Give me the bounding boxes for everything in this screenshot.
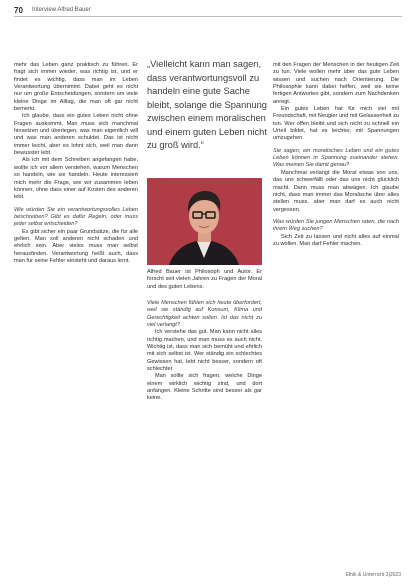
paragraph: mit den Fragen der Menschen in der heutigen Zeit zu tun. Viele wollen mehr über das gute Leben wissen und suchen nach Orientierung. Die Philosophie kann dabei helfen, weil sie keine fertigen Antworten gibt, sondern zum Nachdenken anregt. (273, 62, 399, 105)
paragraph: Manchmal verlangt die Moral etwas von uns, das uns schwerfällt oder das uns nicht glücklich macht. Dann muss man abwägen. Ich glaube nicht, dass man immer das Moralische über alles stellen muss, aber man darf es auch nicht vergessen. (273, 169, 399, 213)
section-title: Interview Alfred Bauer (32, 7, 91, 13)
interview-question: Wie würden Sie ein verantwortungsvolles Leben beschreiben? Gibt es dafür Regeln, oder muss jeder selbst entscheiden? (14, 206, 138, 228)
column-left (14, 62, 138, 567)
page-number: 70 (14, 6, 23, 15)
interview-question: Sie sagen, ein moralisches Leben und ein gutes Leben können in Spannung zueinander stehen. Was meinen Sie damit genau? (273, 147, 399, 169)
paragraph: Ich glaube, dass ein gutes Leben nicht ohne Fragen auskommt. Man muss sich manchmal hinsetzen und überlegen, was man eigentlich will und was man anderen schuldet. Das ist nicht immer leicht, aber es lohnt sich, weil man dann bewusster lebt. (14, 113, 138, 157)
pull-quote: „Vielleicht kann man sagen, dass verantwortungsvoll zu handeln eine gute Sache bleibt, solange die Spannung zwischen einem moralischen und einem guten Leben nicht zu groß wird.“ (147, 59, 267, 150)
paragraph: Als ich mit dem Schreiben angefangen habe, wollte ich vor allem verstehen, warum Menschen so handeln, wie sie handeln. Heute interessiert mich mehr die Frage, wie wir zusammen leben können, ohne dass einer auf Kosten des anderen lebt. (14, 157, 138, 201)
interview-question: Viele Menschen fühlen sich heute überfordert, weil sie ständig auf Konsum, Klima und Gerechtigkeit achten sollen. Ist das nicht zu viel verlangt? (147, 300, 262, 329)
interview-question: Was würden Sie jungen Menschen raten, die nach ihrem Weg suchen? (273, 218, 399, 233)
paragraph: Es gibt sicher ein paar Grundsätze, die für alle gelten. Man soll anderen nicht schaden und ehrlich sein. Aber vieles muss man selbst herausfinden. Verantwortung heißt auch, dass man für seine Fehler einsteht und daraus lernt. (14, 228, 138, 264)
column-right (273, 62, 399, 567)
paragraph: Sich Zeit zu lassen und nicht alles auf einmal zu wollen. Man darf Fehler machen. (273, 233, 399, 247)
header-rule (14, 16, 402, 17)
page-footer: Ethik & Unterricht 3|2023 (345, 572, 401, 578)
photo-credit: Foto: Privat (397, 419, 407, 430)
photo-caption: Alfred Bauer ist Philosoph und Autor. Er forscht seit vielen Jahren zu Fragen der Moral und des guten Lebens. (147, 269, 262, 290)
page-header (0, 0, 413, 20)
portrait-image (147, 178, 262, 265)
column-middle (147, 300, 262, 568)
paragraph: mehr das Leben ganz praktisch zu führen. Er fragt sich immer wieder, was richtig ist, und er findet es wichtig, dass man im Leben Verantwortung übernimmt. Dabei geht es nicht nur um große Entscheidungen, sondern um viele kleine Dinge im Alltag, die man oft gar nicht bemerkt. (14, 62, 138, 113)
paragraph: Ein gutes Leben hat für mich viel mit Freundschaft, mit Neugier und mit Gelassenheit zu tun. Wer offen bleibt und sich nicht zu schnell ein Urteil bildet, hat es leichter, mit Spannungen umzugehen. (273, 106, 399, 142)
paragraph: Ich verstehe das gut. Man kann nicht alles richtig machen, und man muss es auch nicht. Wichtig ist, dass man sich bemüht und ehrlich mit sich selbst ist. Wer ständig ein schlechtes Gewissen hat, lebt nicht besser, sondern oft schlechter. (147, 329, 262, 373)
paragraph: Man sollte sich fragen, welche Dinge einem wirklich wichtig sind, und dort anfangen. Kleine Schritte sind besser als gar keine. (147, 373, 262, 402)
